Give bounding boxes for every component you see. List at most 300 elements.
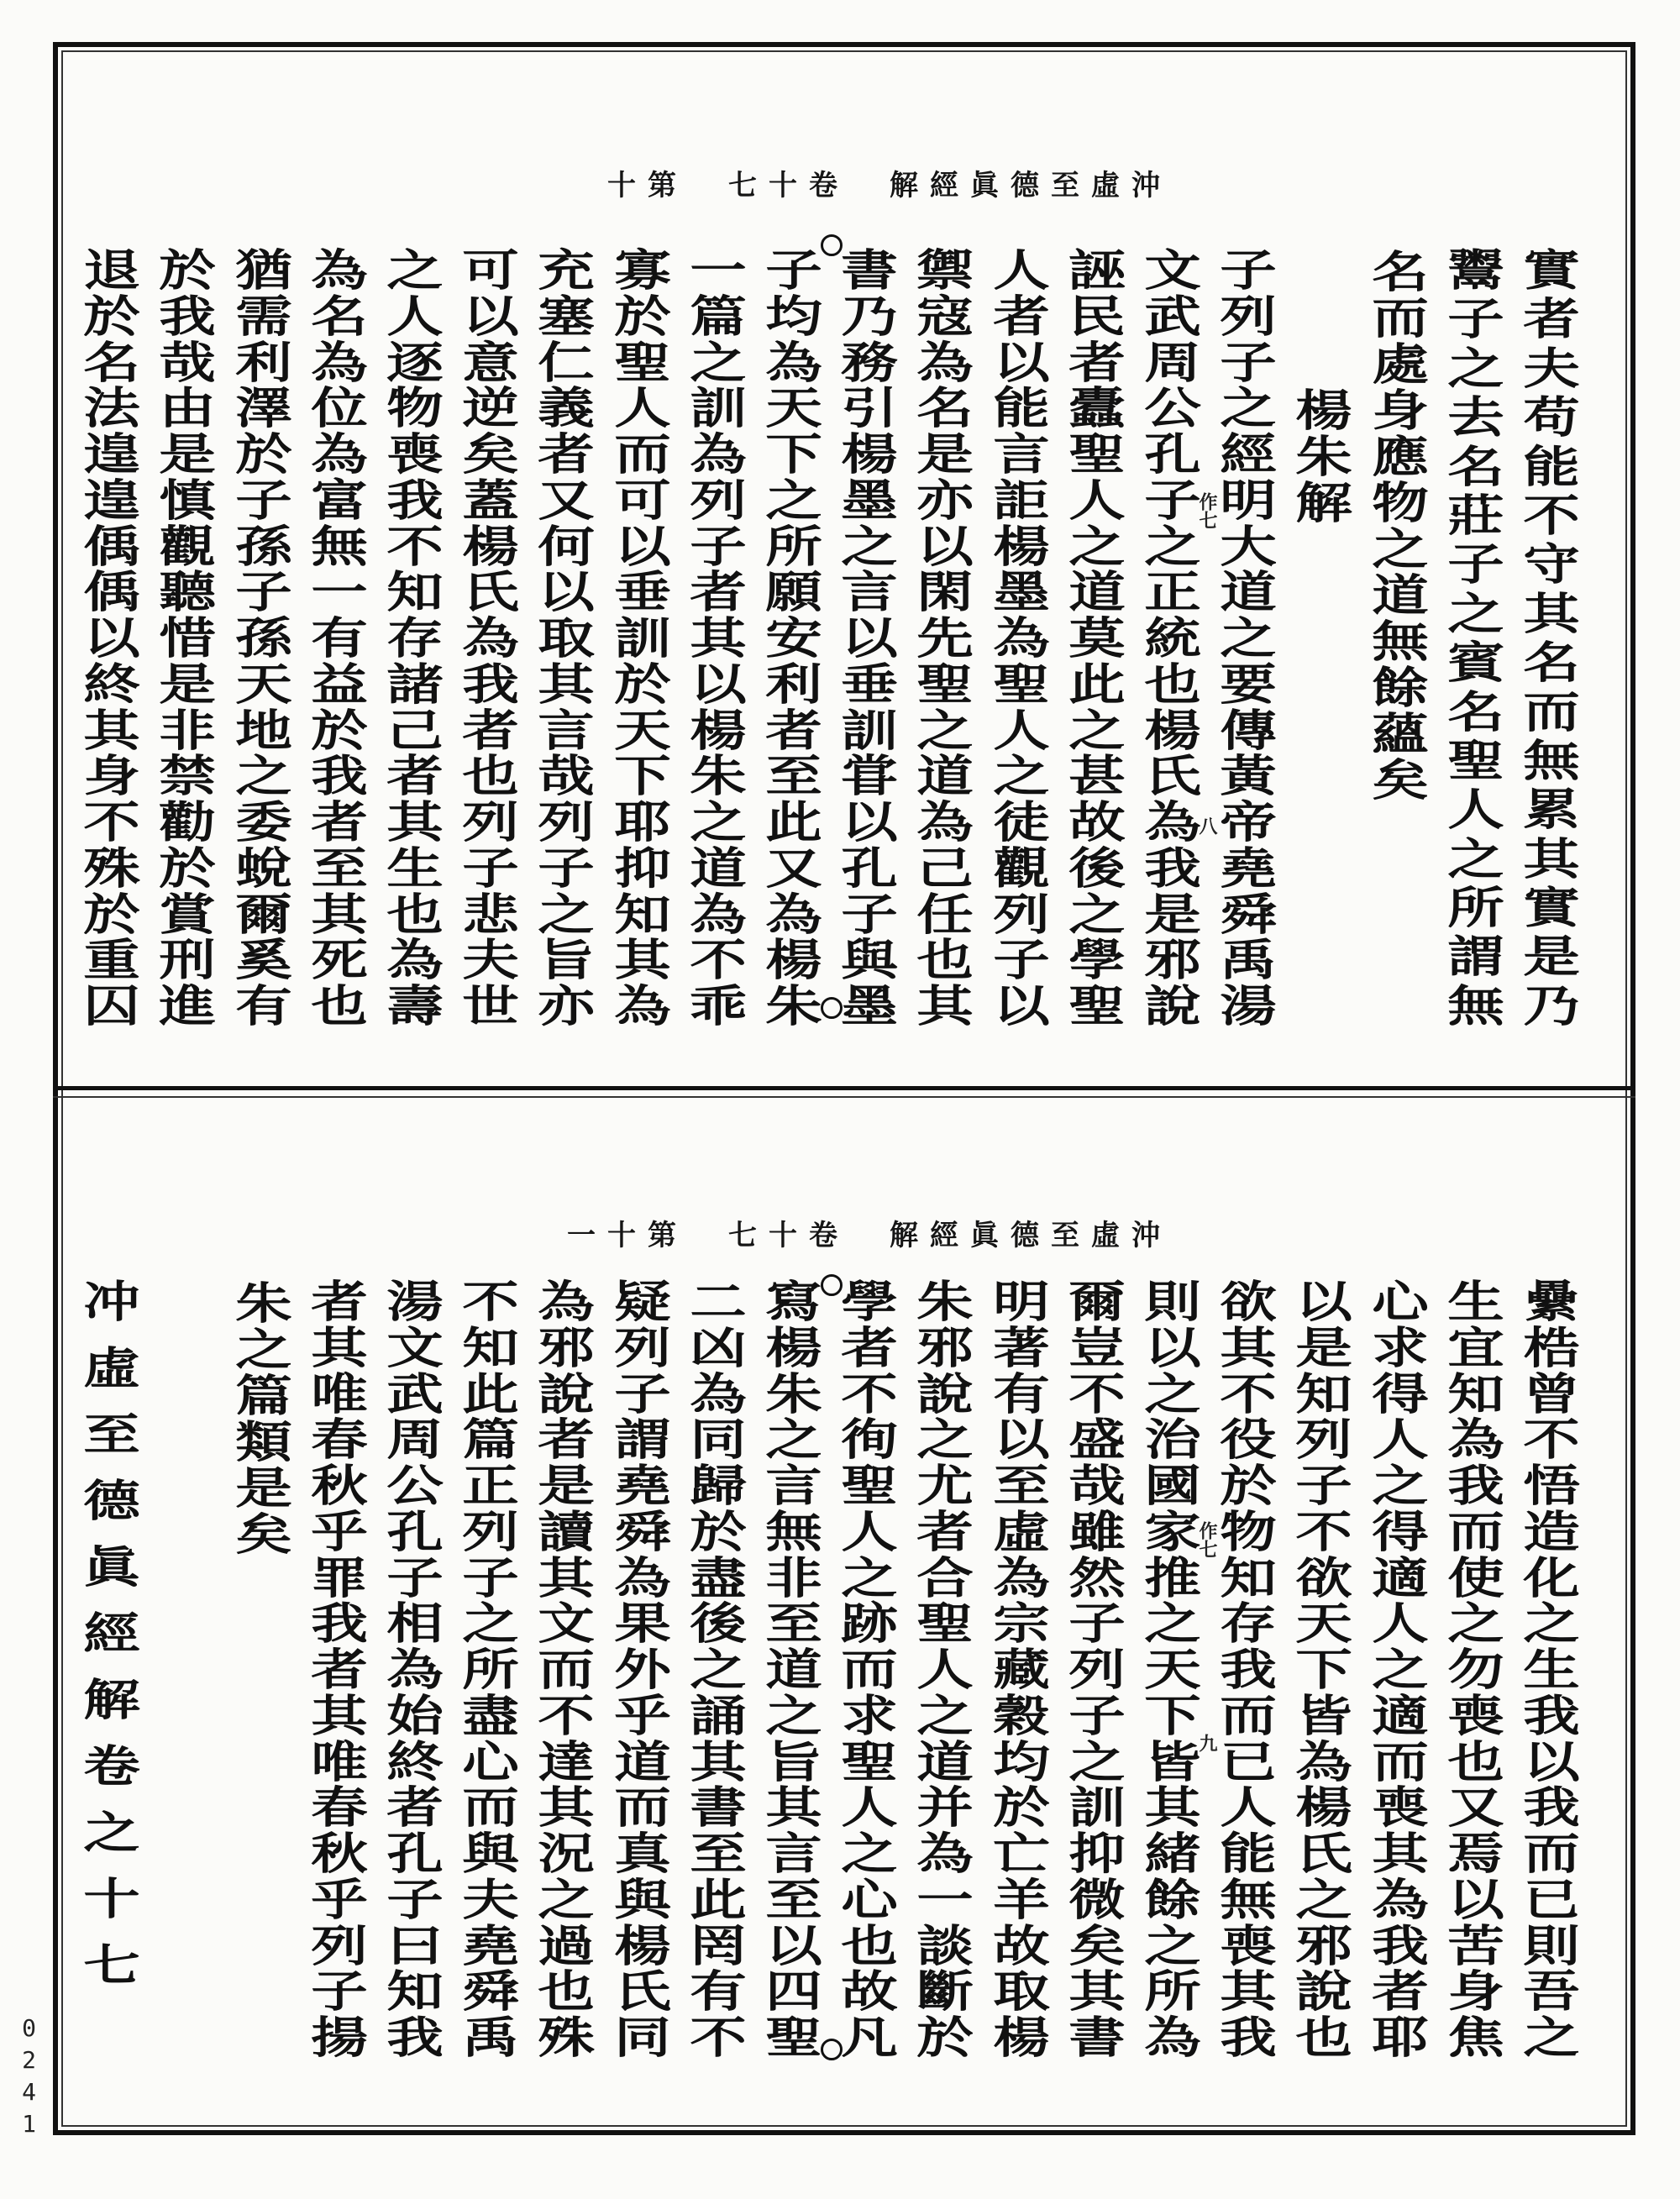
glyph: 亦 (538, 981, 595, 1032)
glyph: 孔 (1144, 429, 1201, 480)
glyph: 所 (1447, 883, 1504, 935)
glyph: 存 (1220, 1598, 1277, 1651)
glyph: 言 (841, 567, 898, 619)
glyph: 其 (1068, 1966, 1126, 2018)
page-header-bottom: 沖虛至德眞經解 卷十七 第十一 (567, 1219, 1172, 1252)
glyph: 人 (1068, 475, 1126, 527)
glyph: 能 (993, 383, 1050, 435)
collation-note: 作七 (1196, 492, 1218, 529)
glyph: 我 (1220, 1645, 1277, 1696)
glyph: 以 (993, 1414, 1050, 1467)
glyph: 法 (83, 383, 140, 435)
glyph: 實 (1523, 245, 1580, 297)
glyph: 能 (1220, 1829, 1277, 1880)
glyph: 餘 (1144, 1874, 1201, 1926)
glyph: 禹 (1220, 935, 1277, 987)
glyph: 心 (462, 1736, 519, 1788)
glyph: 孫 (235, 613, 292, 664)
glyph: 誣 (1068, 245, 1126, 297)
glyph: 盡 (462, 1690, 519, 1742)
glyph: 也 (841, 1920, 898, 1972)
glyph: 統 (1144, 613, 1201, 664)
glyph: 我 (1523, 1782, 1580, 1834)
glyph: 要 (1220, 659, 1277, 711)
glyph: 餘 (1372, 663, 1429, 714)
glyph: 者 (690, 567, 747, 619)
glyph: 況 (538, 1829, 595, 1880)
glyph: 武 (1144, 291, 1201, 343)
glyph: 可 (614, 475, 671, 527)
glyph: 羊 (993, 1874, 1050, 1926)
glyph: 存 (386, 613, 444, 664)
glyph: 列 (1068, 1645, 1126, 1696)
panel-divider (53, 1086, 1635, 1090)
glyph: 天 (1295, 1598, 1352, 1651)
glyph: 者 (993, 291, 1050, 343)
glyph: 造 (1523, 1506, 1580, 1558)
glyph: 刑 (159, 935, 216, 987)
glyph: 者 (386, 1782, 444, 1834)
glyph: 我 (311, 751, 368, 803)
glyph: 吾 (1523, 1966, 1580, 2018)
glyph: 均 (765, 291, 822, 343)
glyph: 帝 (1220, 797, 1277, 848)
glyph: 子 (462, 842, 519, 895)
glyph: 不 (83, 797, 140, 848)
glyph: 以 (1295, 1277, 1352, 1328)
glyph: 我 (462, 659, 519, 711)
glyph: 書 (841, 245, 898, 297)
glyph: 而 (1447, 1506, 1504, 1558)
glyph: 外 (614, 1645, 671, 1696)
glyph: 唯 (311, 1368, 368, 1420)
glyph: 達 (538, 1736, 595, 1788)
glyph: 聽 (159, 567, 216, 619)
glyph: 說 (916, 1368, 974, 1420)
glyph: 氏 (1295, 1829, 1352, 1880)
glyph: 家 (1144, 1506, 1201, 1558)
glyph: 身 (83, 751, 140, 803)
glyph: 國 (1144, 1461, 1201, 1512)
glyph: 不 (1523, 490, 1580, 542)
glyph: 於 (916, 2013, 974, 2064)
text-column (1447, 245, 1504, 1032)
glyph: 學 (841, 1277, 898, 1328)
glyph: 喪 (1220, 1920, 1277, 1972)
glyph: 死 (311, 935, 368, 987)
glyph: 至 (765, 1874, 822, 1926)
glyph: 莫 (1068, 613, 1126, 664)
glyph: 引 (841, 383, 898, 435)
glyph: 是 (159, 429, 216, 480)
glyph: 皆 (1295, 1690, 1352, 1742)
glyph: 武 (386, 1368, 444, 1420)
glyph: 莊 (1447, 490, 1504, 542)
glyph: 者 (841, 1322, 898, 1374)
glyph: 適 (1372, 1690, 1429, 1742)
glyph: 天 (614, 705, 671, 757)
glyph: 哉 (538, 751, 595, 803)
glyph: 者 (1068, 337, 1126, 389)
glyph: 哉 (1068, 1461, 1126, 1512)
glyph: 也 (1295, 2013, 1352, 2064)
glyph: 所 (1144, 1966, 1201, 2018)
glyph: 道 (765, 1645, 822, 1696)
glyph: 寇 (916, 291, 974, 343)
glyph: 之 (841, 521, 898, 573)
page-header-top: 沖虛至德眞經解 卷十七 第十 (607, 169, 1172, 202)
glyph: 願 (765, 567, 822, 619)
glyph: 旨 (765, 1736, 822, 1788)
glyph: 列 (993, 889, 1050, 941)
glyph: 道 (916, 751, 974, 803)
glyph: 非 (159, 705, 216, 757)
glyph: 人 (614, 383, 671, 435)
glyph: 以 (993, 337, 1050, 389)
glyph: 一 (916, 1874, 974, 1926)
text-column (765, 1277, 822, 2064)
glyph: 下 (765, 429, 822, 480)
glyph: 墨 (841, 981, 898, 1032)
glyph: 之 (916, 1414, 974, 1467)
glyph: 為 (916, 337, 974, 389)
glyph: 之 (1144, 1598, 1201, 1651)
glyph: 賞 (159, 889, 216, 941)
glyph: 焉 (1447, 1829, 1504, 1880)
glyph: 以 (462, 291, 519, 343)
glyph: 人 (386, 291, 444, 343)
glyph: 之 (1068, 1736, 1126, 1788)
section-mark-icon (821, 234, 843, 256)
glyph: 亦 (916, 475, 974, 527)
glyph: 先 (916, 613, 974, 664)
glyph: 子 (235, 567, 292, 619)
glyph: 言 (765, 1461, 822, 1512)
glyph: 求 (1372, 1322, 1429, 1374)
glyph: 卷 (83, 1741, 140, 1792)
glyph: 孔 (386, 1506, 444, 1558)
glyph: 公 (1144, 383, 1201, 435)
glyph: 治 (1144, 1414, 1201, 1467)
glyph: 意 (462, 337, 519, 389)
glyph: 喪 (386, 429, 444, 480)
glyph: 解 (1295, 478, 1352, 529)
glyph: 為 (916, 1829, 974, 1880)
glyph: 十 (83, 1874, 140, 1925)
glyph: 無 (1523, 735, 1580, 787)
text-column (690, 1277, 747, 2064)
glyph: 名 (83, 337, 140, 389)
glyph: 子 (1144, 475, 1201, 527)
glyph: 此 (462, 1368, 519, 1420)
glyph: 生 (1447, 1277, 1504, 1328)
glyph: 訓 (841, 705, 898, 757)
glyph: 其 (1220, 1966, 1277, 2018)
glyph: 列 (1295, 1414, 1352, 1467)
glyph: 終 (83, 659, 140, 711)
glyph: 者 (386, 751, 444, 803)
glyph: 之 (83, 1808, 140, 1859)
text-column (462, 1277, 519, 2064)
glyph: 之 (765, 1690, 822, 1742)
glyph: 矣 (1068, 1920, 1126, 1972)
glyph: 名 (311, 291, 368, 343)
glyph: 其 (690, 613, 747, 664)
glyph: 篇 (462, 1414, 519, 1467)
glyph: 不 (386, 521, 444, 573)
glyph: 無 (1220, 1874, 1277, 1926)
glyph: 舜 (614, 1506, 671, 1558)
glyph: 禹 (462, 2013, 519, 2064)
text-column (235, 245, 292, 1032)
glyph: 於 (159, 842, 216, 895)
glyph: 者 (311, 797, 368, 848)
glyph: 身 (1447, 1966, 1504, 2018)
glyph: 為 (916, 797, 974, 848)
glyph: 何 (538, 521, 595, 573)
glyph: 於 (235, 429, 292, 480)
glyph: 地 (235, 705, 292, 757)
text-column (690, 245, 747, 1032)
glyph: 人 (1447, 785, 1504, 837)
glyph: 邪 (916, 1322, 974, 1374)
glyph: 子 (311, 1966, 368, 2018)
glyph: 不 (1523, 1414, 1580, 1467)
glyph: 過 (538, 1920, 595, 1972)
glyph: 我 (386, 2013, 444, 2064)
glyph: 利 (235, 337, 292, 389)
glyph: 益 (311, 659, 368, 711)
glyph: 悲 (462, 889, 519, 941)
glyph: 焦 (1447, 2013, 1504, 2064)
glyph: 處 (1372, 339, 1429, 391)
glyph: 果 (614, 1598, 671, 1651)
glyph: 其 (311, 1322, 368, 1374)
glyph: 我 (1447, 1461, 1504, 1512)
glyph: 道 (614, 1736, 671, 1788)
glyph: 至 (311, 842, 368, 895)
glyph: 以 (690, 659, 747, 711)
glyph: 無 (1447, 980, 1504, 1032)
glyph: 談 (916, 1920, 974, 1972)
glyph: 無 (1372, 617, 1429, 668)
glyph: 我 (1220, 2013, 1277, 2064)
glyph: 夫 (462, 1874, 519, 1926)
glyph: 於 (993, 1782, 1050, 1834)
glyph: 之 (690, 1645, 747, 1696)
glyph: 秋 (311, 1829, 368, 1880)
glyph: 孔 (841, 842, 898, 895)
glyph: 而 (841, 1645, 898, 1696)
glyph: 為 (462, 613, 519, 664)
glyph: 梏 (1523, 1322, 1580, 1374)
glyph: 為 (386, 1645, 444, 1696)
glyph: 位 (311, 383, 368, 435)
glyph: 之 (235, 751, 292, 803)
glyph: 子 (1447, 539, 1504, 591)
glyph: 子 (765, 245, 822, 297)
glyph: 者 (462, 705, 519, 757)
glyph: 故 (1068, 797, 1126, 848)
glyph: 至 (765, 751, 822, 803)
glyph: 以 (538, 567, 595, 619)
chapter-heading (1295, 388, 1352, 527)
glyph: 寫 (765, 1277, 822, 1328)
glyph: 壽 (386, 981, 444, 1032)
glyph: 皆 (1144, 1736, 1201, 1788)
glyph: 此 (765, 797, 822, 848)
text-column (1068, 1277, 1126, 2064)
glyph: 氏 (614, 1966, 671, 2018)
glyph: 列 (1220, 291, 1277, 343)
glyph: 墨 (993, 567, 1050, 619)
glyph: 喪 (1447, 1690, 1504, 1742)
glyph: 同 (614, 2013, 671, 2064)
glyph: 富 (311, 475, 368, 527)
text-column (462, 245, 519, 1032)
glyph: 下 (1295, 1645, 1352, 1696)
glyph: 與 (841, 935, 898, 987)
glyph: 道 (1068, 567, 1126, 619)
glyph: 任 (916, 889, 974, 941)
glyph: 跡 (841, 1598, 898, 1651)
section-mark-icon (821, 2039, 843, 2060)
glyph: 之 (841, 1552, 898, 1604)
glyph: 傳 (1220, 705, 1277, 757)
glyph: 之 (1068, 889, 1126, 941)
glyph: 取 (993, 1966, 1050, 2018)
glyph: 唯 (311, 1736, 368, 1788)
glyph: 之 (1372, 1461, 1429, 1512)
text-column (83, 245, 140, 1032)
glyph: 學 (1068, 935, 1126, 987)
glyph: 楊 (765, 1322, 822, 1374)
glyph: 書 (1068, 2013, 1126, 2064)
glyph: 不 (841, 1368, 898, 1420)
glyph: 不 (462, 1277, 519, 1328)
glyph: 苟 (1523, 392, 1580, 444)
glyph: 為 (311, 245, 368, 297)
glyph: 其 (538, 1552, 595, 1604)
glyph: 乎 (614, 1690, 671, 1742)
glyph: 以 (83, 613, 140, 664)
text-column (235, 1278, 292, 1561)
text-column (159, 245, 216, 1032)
glyph: 也 (462, 751, 519, 803)
glyph: 疑 (614, 1277, 671, 1328)
glyph: 垂 (614, 567, 671, 619)
text-column (916, 1277, 974, 2064)
glyph: 而 (614, 1782, 671, 1834)
glyph: 名 (1447, 441, 1504, 493)
glyph: 也 (1144, 659, 1201, 711)
glyph: 下 (1144, 1690, 1201, 1742)
glyph: 不 (1295, 1506, 1352, 1558)
glyph: 子 (841, 889, 898, 941)
glyph: 徒 (993, 797, 1050, 848)
glyph: 於 (690, 1506, 747, 1558)
glyph: 子 (1295, 1461, 1352, 1512)
glyph: 聖 (993, 659, 1050, 711)
glyph: 子 (993, 935, 1050, 987)
glyph: 又 (1447, 1782, 1504, 1834)
glyph: 己 (916, 842, 974, 895)
glyph: 天 (765, 383, 822, 435)
glyph: 是 (235, 1463, 292, 1514)
glyph: 子 (386, 1552, 444, 1604)
glyph: 虛 (993, 1506, 1050, 1558)
glyph: 抑 (1068, 1829, 1126, 1880)
glyph: 為 (386, 935, 444, 987)
glyph: 知 (614, 889, 671, 941)
glyph: 訓 (690, 383, 747, 435)
glyph: 周 (1144, 337, 1201, 389)
glyph: 真 (614, 1829, 671, 1880)
glyph: 至 (765, 1598, 822, 1651)
collation-note: 作七 (1196, 1521, 1218, 1558)
glyph: 諸 (386, 659, 444, 711)
glyph: 退 (83, 245, 140, 297)
glyph: 苦 (1447, 1920, 1504, 1972)
glyph: 後 (690, 1598, 747, 1651)
glyph: 是 (1144, 889, 1201, 941)
glyph: 之 (1447, 833, 1504, 885)
glyph: 非 (765, 1552, 822, 1604)
glyph: 是 (538, 1461, 595, 1512)
glyph: 相 (386, 1598, 444, 1651)
glyph: 之 (538, 889, 595, 941)
glyph: 四 (765, 1966, 822, 2018)
glyph: 應 (1372, 432, 1429, 483)
glyph: 我 (1144, 842, 1201, 895)
glyph: 生 (1523, 1645, 1580, 1696)
glyph: 以 (1523, 1736, 1580, 1788)
glyph: 二 (690, 1277, 747, 1328)
glyph: 觀 (159, 521, 216, 573)
glyph: 哉 (159, 337, 216, 389)
glyph: 有 (993, 1368, 1050, 1420)
glyph: 道 (690, 842, 747, 895)
text-column (311, 1277, 368, 2064)
glyph: 七 (83, 1940, 140, 1992)
glyph: 耶 (614, 797, 671, 848)
glyph: 列 (462, 1506, 519, 1558)
glyph: 其 (1523, 833, 1580, 885)
glyph: 之 (916, 1690, 974, 1742)
glyph: 道 (1220, 567, 1277, 619)
glyph: 又 (765, 842, 822, 895)
glyph: 人 (1372, 1414, 1429, 1467)
glyph: 其 (538, 659, 595, 711)
glyph: 以 (1144, 1322, 1201, 1374)
glyph: 慎 (159, 475, 216, 527)
glyph: 之 (1372, 1645, 1429, 1696)
glyph: 其 (386, 797, 444, 848)
glyph: 者 (1523, 294, 1580, 346)
glyph: 以 (614, 521, 671, 573)
glyph: 喪 (1372, 1782, 1429, 1834)
glyph: 雖 (1068, 1506, 1126, 1558)
glyph: 其 (83, 705, 140, 757)
section-mark-icon (821, 997, 843, 1019)
glyph: 穀 (993, 1690, 1050, 1742)
glyph: 詎 (993, 475, 1050, 527)
glyph: 聖 (916, 1598, 974, 1651)
glyph: 名 (1523, 638, 1580, 690)
glyph: 楊 (462, 521, 519, 573)
glyph: 知 (386, 1966, 444, 2018)
glyph: 於 (83, 291, 140, 343)
